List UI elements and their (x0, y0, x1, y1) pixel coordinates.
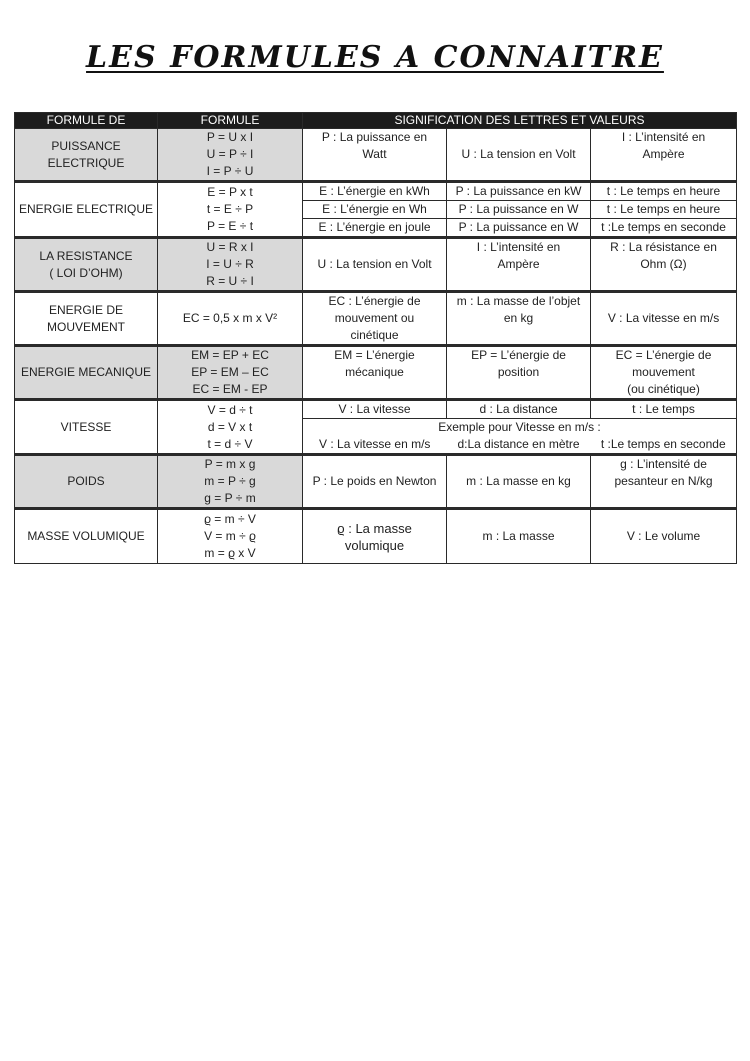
table-row-masse-volumique (15, 509, 737, 564)
signification-2: m : La masse (447, 509, 591, 564)
header-formule-de: FORMULE DE (15, 113, 158, 129)
signification-1: U : La tension en Volt (303, 238, 447, 292)
signification-2: m : La masse de l’objet en kg (447, 292, 591, 346)
header-formule: FORMULE (158, 113, 303, 129)
signification-cell: t :Le temps en seconde (591, 219, 737, 238)
signification-cell: d : La distance (447, 400, 591, 419)
signification-1: ϱ : La masse volumique (303, 509, 447, 564)
row-name: LA RESISTANCE ( LOI D’OHM) (15, 238, 158, 292)
signification-cell: E : L’énergie en Wh (303, 201, 447, 219)
table-row-energie-mecanique (15, 346, 737, 400)
signification-2: U : La tension en Volt (447, 129, 591, 182)
signification-2: I : L’intensité en Ampère (447, 238, 591, 292)
row-formulas: EM = EP + EC EP = EM – EC EC = EM - EP (158, 346, 303, 400)
table-row-energie-electrique (15, 182, 737, 201)
row-formulas: U = R x I I = U ÷ R R = U ÷ I (158, 238, 303, 292)
row-name: ENERGIE MECANIQUE (15, 346, 158, 400)
page-title: LES FORMULES A CONNAITRE (86, 40, 664, 75)
table-row-poids (15, 455, 737, 509)
signification-3: R : La résistance en Ohm (Ω) (591, 238, 737, 292)
row-formulas: ϱ = m ÷ V V = m ÷ ϱ m = ϱ x V (158, 509, 303, 564)
signification-2: m : La masse en kg (447, 455, 591, 509)
signification-1: P : Le poids en Newton (303, 455, 447, 509)
table-row-puissance (15, 129, 737, 182)
row-name: ENERGIE ELECTRIQUE (15, 182, 158, 238)
signification-2: EP = L’énergie de position (447, 346, 591, 400)
signification-cell: t : Le temps en heure (591, 182, 737, 201)
signification-3: EC = L’énergie de mouvement (ou cinétique) (591, 346, 737, 400)
row-formulas: E = P x t t = E ÷ P P = E ÷ t (158, 182, 303, 238)
signification-cell: V : La vitesse (303, 400, 447, 419)
row-formulas: P = U x I U = P ÷ I I = P ÷ U (158, 129, 303, 182)
table-row-vitesse (15, 400, 737, 419)
signification-1: P : La puissance en Watt (303, 129, 447, 182)
row-name: VITESSE (15, 400, 158, 455)
row-name: ENERGIE DE MOUVEMENT (15, 292, 158, 346)
row-formulas: EC = 0,5 x m x V² (158, 292, 303, 346)
vitesse-example: Exemple pour Vitesse en m/s : (303, 419, 737, 437)
table-header-row (15, 113, 737, 129)
signification-cell: E : L’énergie en joule (303, 219, 447, 238)
signification-cell: V : La vitesse en m/s (303, 436, 447, 455)
signification-3: I : L’intensité en Ampère (591, 129, 737, 182)
row-formulas: V = d ÷ t d = V x t t = d ÷ V (158, 400, 303, 455)
header-signification: SIGNIFICATION DES LETTRES ET VALEURS (303, 113, 737, 129)
signification-cell: d:La distance en mètre (447, 436, 591, 455)
signification-3: g : L’intensité de pesanteur en N/kg (591, 455, 737, 509)
table-row-resistance (15, 238, 737, 292)
row-name: PUISSANCE ELECTRIQUE (15, 129, 158, 182)
signification-cell: t : Le temps en heure (591, 201, 737, 219)
signification-cell: P : La puissance en W (447, 201, 591, 219)
table-row-energie-mouvement (15, 292, 737, 346)
row-name: MASSE VOLUMIQUE (15, 509, 158, 564)
signification-3: V : Le volume (591, 509, 737, 564)
row-formulas: P = m x g m = P ÷ g g = P ÷ m (158, 455, 303, 509)
signification-cell: P : La puissance en kW (447, 182, 591, 201)
formulas-table (14, 112, 737, 564)
signification-1: EC : L’énergie de mouvement ou cinétique (303, 292, 447, 346)
signification-cell: E : L’énergie en kWh (303, 182, 447, 201)
row-name: POIDS (15, 455, 158, 509)
signification-cell: t : Le temps (591, 400, 737, 419)
signification-cell: t :Le temps en seconde (591, 436, 737, 455)
signification-3: V : La vitesse en m/s (591, 292, 737, 346)
signification-cell: P : La puissance en W (447, 219, 591, 238)
signification-1: EM = L’énergie mécanique (303, 346, 447, 400)
